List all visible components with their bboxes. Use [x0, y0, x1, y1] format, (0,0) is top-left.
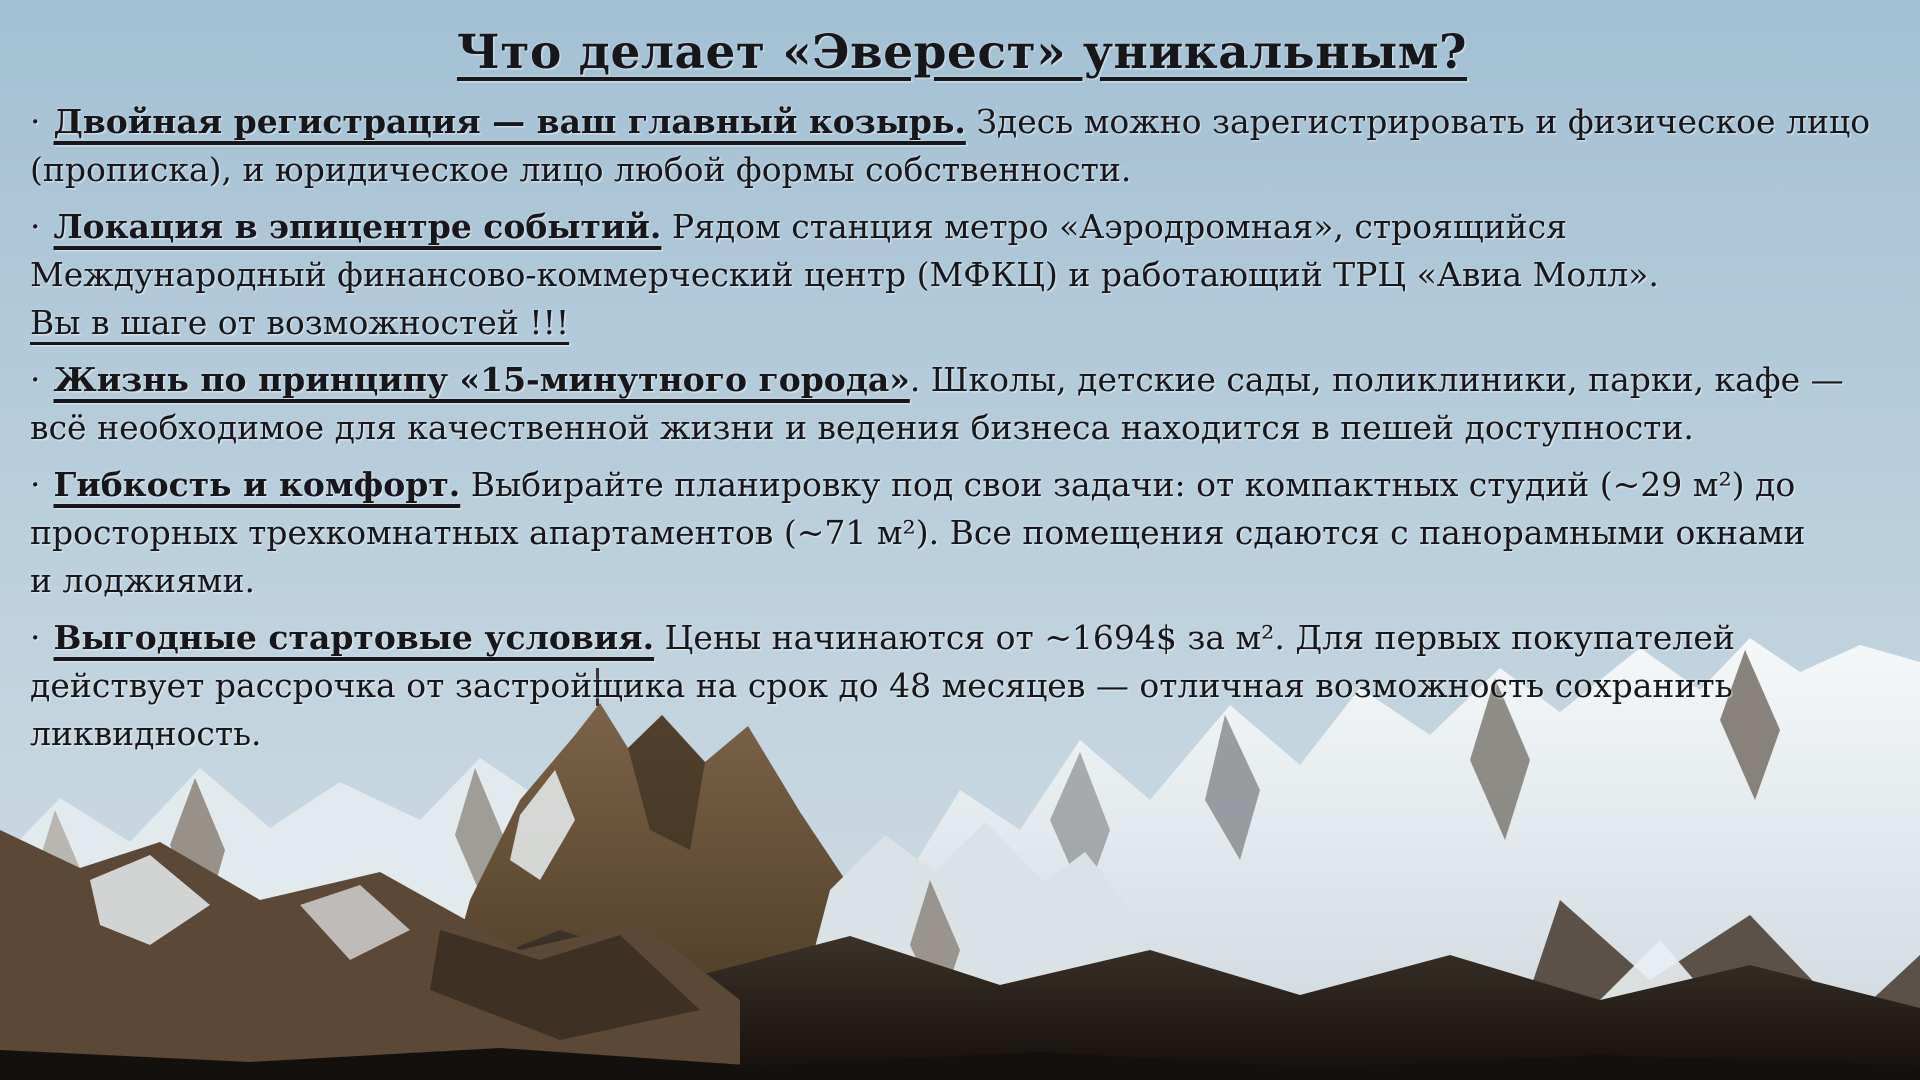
bullet-line: (прописка), и юридическое лицо любой формы собственности.	[30, 150, 1132, 189]
bullet-line: Международный финансово-коммерческий центр (МФКЦ) и работающий ТРЦ «Авиа Молл».	[30, 255, 1659, 294]
bullet-text: Здесь можно зарегистрировать и физическое лицо	[965, 102, 1871, 141]
bullet-line: действует рассрочка от застройщика на срок до 48 месяцев — отличная возможность сохранить	[30, 666, 1733, 705]
bullet-line	[30, 461, 1894, 509]
opportunities-tagline: Вы в шаге от возможностей !!!	[30, 303, 570, 342]
bullet-line	[30, 614, 1894, 662]
page-title-text: Что делает «Эверест» уникальным?	[456, 25, 1468, 80]
bullet-line	[30, 98, 1894, 146]
bullet-text: Выбирайте планировку под свои задачи: от компактных студий (~29 м²) до	[460, 465, 1796, 504]
bullet-marker-icon: ·	[30, 465, 41, 504]
bullet-lead: Жизнь по принципу «15-минутного города»	[53, 360, 910, 399]
bullet-lead: Локация в эпицентре событий.	[53, 207, 662, 246]
bullet-line: ликвидность.	[30, 714, 262, 753]
page-title	[30, 22, 1894, 84]
bullet-marker-icon: ·	[30, 207, 41, 246]
bullet-dual-registration	[30, 98, 1894, 194]
bullet-line: и лоджиями.	[30, 561, 255, 600]
bullet-line	[30, 203, 1894, 251]
bullet-flexibility-comfort	[30, 461, 1894, 605]
bullet-starting-terms	[30, 614, 1894, 758]
bullet-lead: Двойная регистрация — ваш главный козырь.	[53, 102, 966, 141]
bullet-marker-icon: ·	[30, 618, 41, 657]
bullet-15-minute-city	[30, 356, 1894, 452]
bullet-marker-icon: ·	[30, 102, 41, 141]
bullet-line: просторных трехкомнатных апартаментов (~71 м²). Все помещения сдаются с панорамными окнами	[30, 513, 1806, 552]
bullet-text: Цены начинаются от ~1694$ за м². Для первых покупателей	[654, 618, 1735, 657]
bullet-text: Рядом станция метро «Аэродромная», строящийся	[661, 207, 1567, 246]
bullet-line	[30, 356, 1894, 404]
bullet-location	[30, 203, 1894, 347]
bullet-marker-icon: ·	[30, 360, 41, 399]
bullet-line: всё необходимое для качественной жизни и ведения бизнеса находится в пешей доступности.	[30, 408, 1694, 447]
bullet-text: . Школы, детские сады, поликлиники, парки, кафе —	[909, 360, 1844, 399]
bullet-lead: Гибкость и комфорт.	[53, 465, 461, 504]
bullet-lead: Выгодные стартовые условия.	[53, 618, 655, 657]
